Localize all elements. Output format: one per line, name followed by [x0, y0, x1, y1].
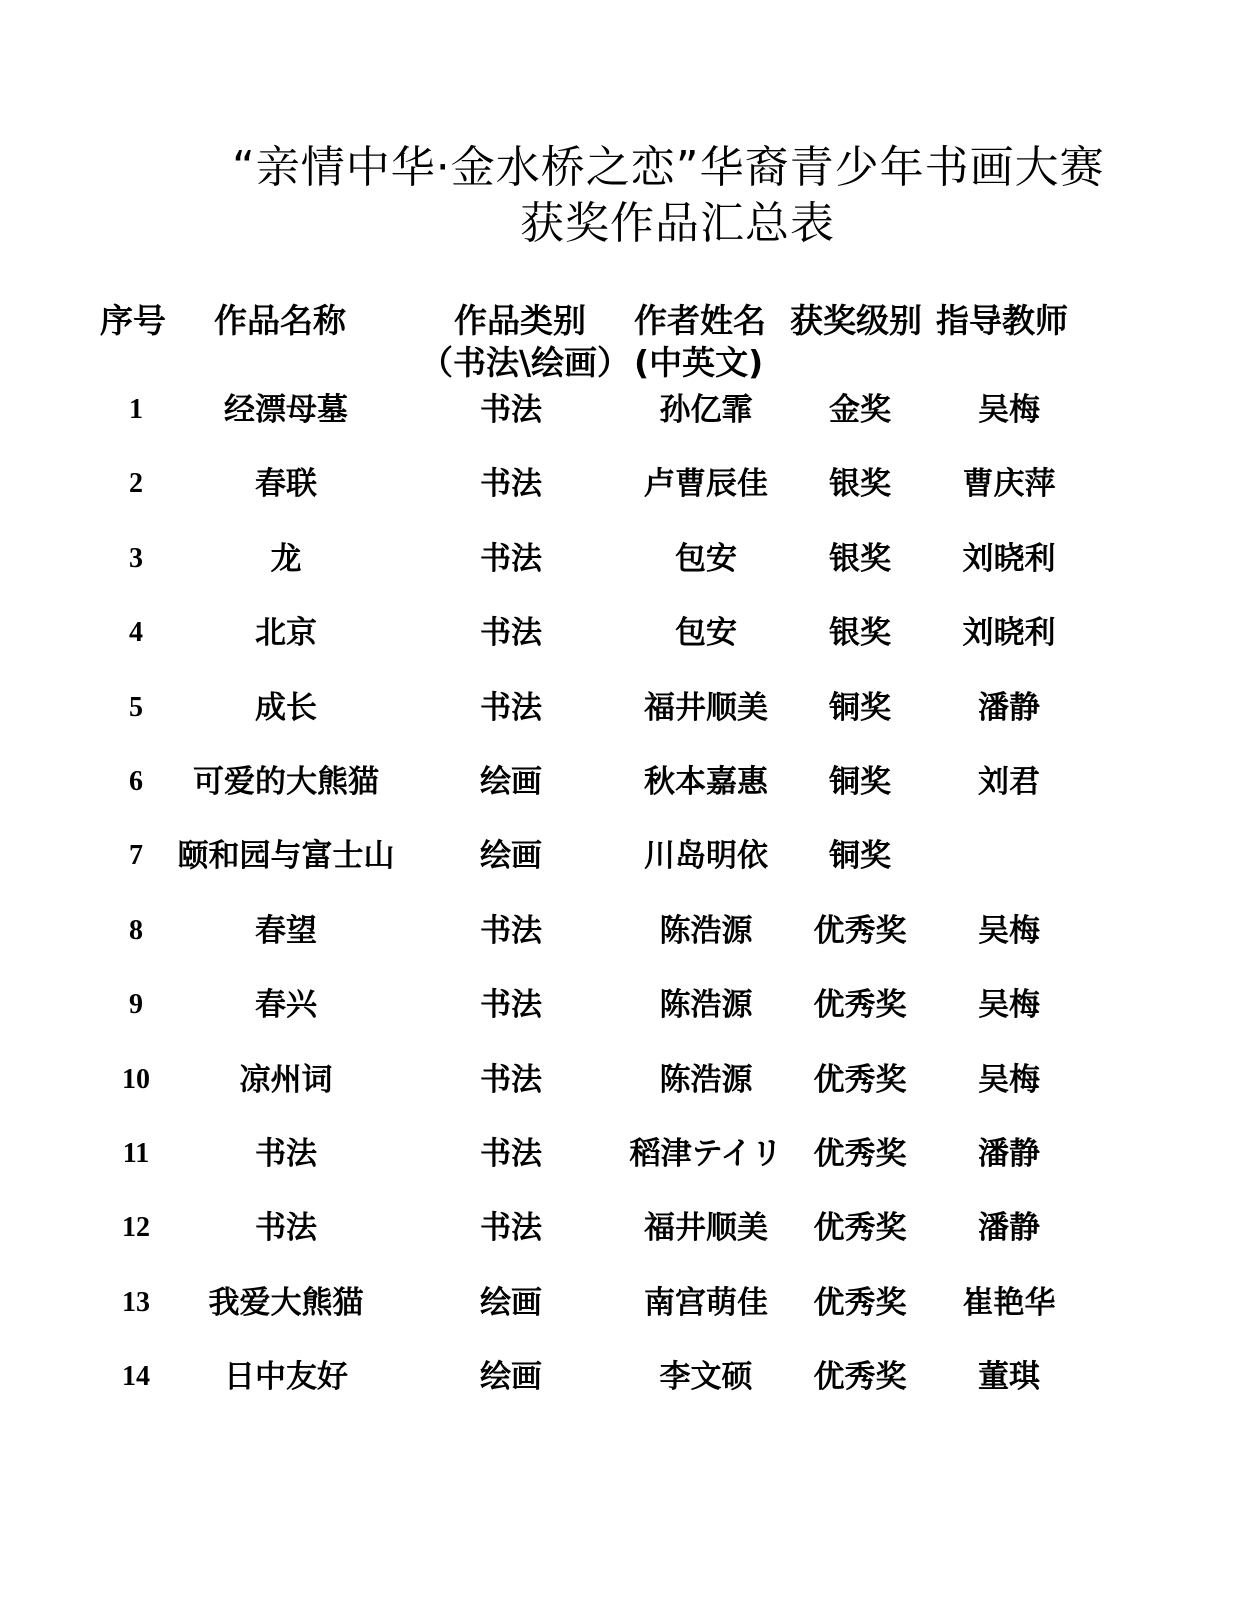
header-author — [634, 300, 794, 384]
cell-name: 书法 — [255, 1210, 317, 1247]
cell-award: 银奖 — [829, 540, 891, 577]
cell-award: 铜奖 — [829, 764, 891, 800]
cell-author: 秋本嘉惠 — [644, 764, 768, 800]
cell-name: 凉州词 — [239, 1061, 333, 1098]
cell-teacher: 曹庆萍 — [962, 466, 1056, 503]
header-seq: 序号 — [100, 301, 166, 340]
cell-award: 银奖 — [829, 466, 891, 503]
cell-category: 书法 — [480, 689, 542, 726]
cell-category: 绘画 — [480, 838, 542, 875]
header-teacher: 指导教师 — [936, 301, 1068, 340]
cell-teacher: 吴梅 — [978, 987, 1040, 1024]
table-row — [0, 603, 1242, 663]
cell-teacher: 刘君 — [978, 764, 1040, 800]
cell-seq: 14 — [122, 1361, 150, 1393]
cell-seq: 13 — [122, 1286, 150, 1318]
cell-author: 李文硕 — [659, 1359, 753, 1396]
header-author-main: 作者姓名 — [634, 301, 766, 340]
cell-name: 日中友好 — [224, 1359, 348, 1396]
cell-category: 书法 — [480, 912, 542, 949]
cell-seq: 3 — [129, 542, 143, 574]
cell-award: 优秀奖 — [813, 1210, 907, 1247]
cell-category: 绘画 — [480, 1284, 542, 1321]
header-category-main: 作品类别 — [454, 301, 586, 340]
cell-author: 孙亿霏 — [659, 392, 753, 428]
header-award: 获奖级别 — [790, 301, 922, 340]
cell-teacher: 董琪 — [978, 1359, 1040, 1396]
cell-category: 书法 — [480, 1061, 542, 1098]
cell-author: 包安 — [675, 540, 737, 577]
cell-name: 春望 — [255, 912, 317, 949]
cell-author: 福井顺美 — [644, 1210, 768, 1247]
cell-category: 书法 — [480, 392, 542, 428]
cell-award: 优秀奖 — [813, 1284, 907, 1321]
cell-seq: 7 — [129, 840, 143, 872]
cell-category: 绘画 — [480, 1359, 542, 1396]
cell-award: 优秀奖 — [813, 1359, 907, 1396]
cell-name: 书法 — [255, 1136, 317, 1172]
cell-award: 银奖 — [829, 615, 891, 652]
header-category-sub: （书法\绘画） — [420, 343, 631, 382]
cell-name: 经漂母墓 — [224, 392, 348, 428]
table-row — [0, 1198, 1242, 1258]
cell-name: 龙 — [270, 540, 302, 577]
table-header — [0, 300, 1242, 392]
cell-category: 书法 — [480, 615, 542, 652]
cell-teacher — [944, 826, 1074, 886]
cell-teacher: 潘静 — [978, 1210, 1040, 1247]
cell-seq: 8 — [129, 914, 143, 946]
table-row — [0, 752, 1242, 812]
cell-category: 书法 — [480, 540, 542, 577]
cell-seq: 10 — [122, 1063, 150, 1095]
cell-teacher: 刘晓利 — [962, 540, 1056, 577]
cell-author: 陈浩源 — [659, 1061, 753, 1098]
cell-teacher: 潘静 — [978, 689, 1040, 726]
cell-teacher: 崔艳华 — [962, 1284, 1056, 1321]
cell-name: 颐和园与富士山 — [177, 838, 395, 875]
title-line-1: “亲情中华·金水桥之恋”华裔青少年书画大赛 — [232, 142, 1105, 193]
cell-author: 南宫萌佳 — [644, 1284, 768, 1321]
cell-seq: 9 — [129, 989, 143, 1021]
table-row — [0, 1124, 1242, 1184]
table-row — [0, 678, 1242, 738]
table-row — [0, 901, 1242, 961]
table-row — [0, 975, 1242, 1035]
cell-author: 陈浩源 — [659, 987, 753, 1024]
cell-seq: 2 — [129, 468, 143, 500]
cell-name: 春联 — [255, 466, 317, 503]
header-category — [420, 300, 631, 384]
cell-seq: 4 — [129, 617, 143, 649]
cell-teacher: 吴梅 — [978, 912, 1040, 949]
cell-seq: 11 — [122, 1138, 150, 1169]
cell-name: 成长 — [255, 689, 317, 726]
cell-name: 北京 — [255, 615, 317, 652]
cell-seq: 12 — [122, 1212, 150, 1244]
table-row — [0, 1050, 1242, 1110]
cell-seq: 5 — [129, 691, 143, 723]
cell-teacher: 潘静 — [978, 1136, 1040, 1172]
cell-award: 优秀奖 — [813, 912, 907, 949]
cell-award: 优秀奖 — [813, 987, 907, 1024]
table-row — [0, 380, 1242, 440]
cell-category: 书法 — [480, 1136, 542, 1172]
cell-category: 绘画 — [480, 764, 542, 800]
cell-award: 优秀奖 — [813, 1136, 907, 1172]
cell-award: 金奖 — [829, 392, 891, 428]
cell-name: 春兴 — [255, 987, 317, 1024]
table-row — [0, 529, 1242, 589]
cell-category: 书法 — [480, 466, 542, 503]
cell-author: 福井顺美 — [644, 689, 768, 726]
cell-author: 包安 — [675, 615, 737, 652]
cell-teacher: 吴梅 — [978, 1061, 1040, 1098]
cell-author: 陈浩源 — [659, 912, 753, 949]
cell-seq: 6 — [129, 766, 143, 797]
header-author-sub: (中英文) — [634, 343, 764, 382]
cell-award: 优秀奖 — [813, 1061, 907, 1098]
cell-author: 稻津テイリ — [629, 1136, 783, 1172]
table-row — [0, 454, 1242, 514]
cell-category: 书法 — [480, 1210, 542, 1247]
cell-author: 川岛明依 — [644, 838, 768, 875]
cell-teacher: 吴梅 — [978, 392, 1040, 428]
cell-award: 铜奖 — [829, 838, 891, 875]
table-row — [0, 1347, 1242, 1407]
cell-teacher: 刘晓利 — [962, 615, 1056, 652]
cell-seq: 1 — [129, 394, 143, 425]
table-row — [0, 1273, 1242, 1333]
header-name: 作品名称 — [214, 301, 346, 340]
table-row — [0, 826, 1242, 886]
cell-category: 书法 — [480, 987, 542, 1024]
cell-name: 我爱大熊猫 — [208, 1284, 364, 1321]
cell-award: 铜奖 — [829, 689, 891, 726]
cell-name: 可爱的大熊猫 — [193, 764, 379, 800]
title-line-2: 获奖作品汇总表 — [520, 198, 835, 249]
cell-author: 卢曹辰佳 — [644, 466, 768, 503]
